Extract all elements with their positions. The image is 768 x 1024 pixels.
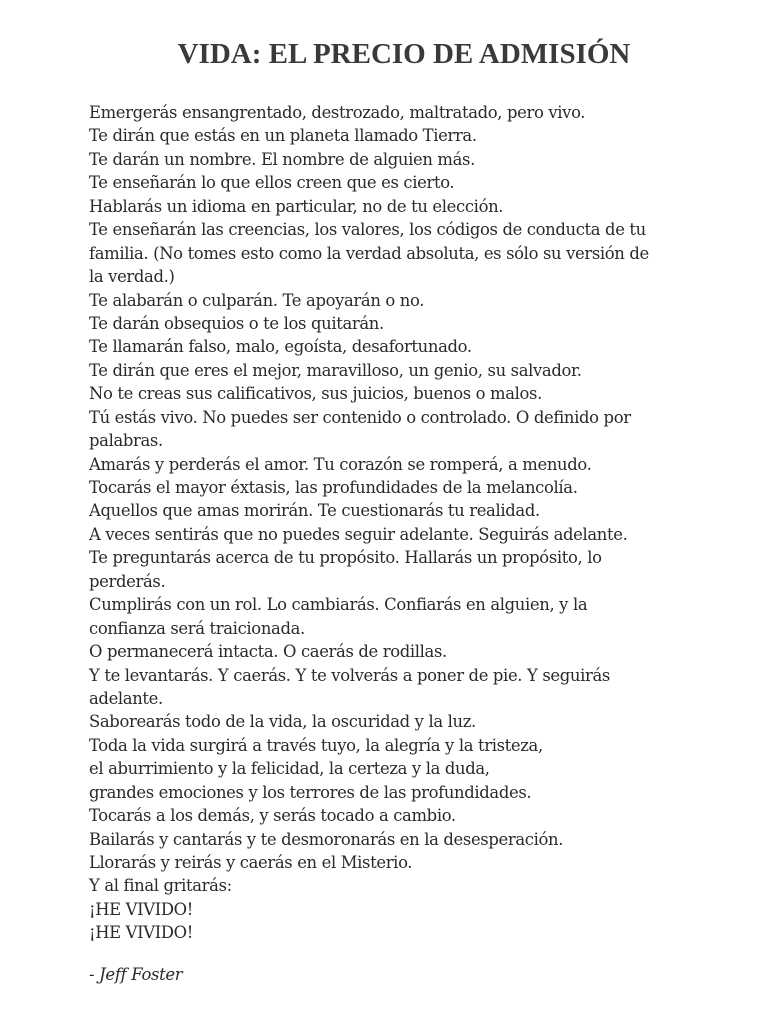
poem-line: Amarás y perderás el amor. Tu corazón se romperá, a menudo. [89,454,592,474]
poem-line: O permanecerá intacta. O caerás de rodillas. [89,642,447,662]
poem-line: familia. (No tomes esto como la verdad absoluta, es sólo su versión de [89,243,649,263]
poem-line: Hablarás un idioma en particular, no de tu elección. [89,196,504,216]
poem-line: Aquellos que amas morirán. Te cuestionarás tu realidad. [89,501,540,521]
poem-line: ¡HE VIVIDO! [89,923,193,943]
poem-line: adelante. [89,688,163,708]
poem-line: Te enseñarán las creencias, los valores, los códigos de conducta de tu [89,220,646,240]
poem-line: grandes emociones y los terrores de las profundidades. [89,782,532,802]
poem-line: Y al final gritarás: [89,876,232,896]
poem-line: Llorarás y reirás y caerás en el Misterio. [89,853,413,872]
author-signature: - Jeff Foster [89,965,183,984]
page-title: VIDA: EL PRECIO DE ADMISIÓN [177,38,631,70]
poem-line: Te dirán que eres el mejor, maravilloso, un genio, su salvador. [89,360,582,380]
poem-line: Tú estás vivo. No puedes ser contenido o controlado. O definido por [89,407,631,427]
poem-line: palabras. [89,431,163,451]
poem-line: Emergerás ensangrentado, destrozado, maltratado, pero vivo. [89,103,586,122]
poem-line: Te dirán que estás en un planeta llamado Tierra. [89,126,477,146]
poem-line: confianza será traicionada. [89,618,305,638]
poem-line: Cumplirás con un rol. Lo cambiarás. Confiarás en alguien, y la [89,595,588,615]
poem-line: Y te levantarás. Y caerás. Y te volverás a poner de pie. Y seguirás [89,665,610,685]
poem-line: perderás. [89,571,166,591]
poem-line: Te llamarán falso, malo, egoísta, desafortunado. [89,337,472,357]
poem-line: Toda la vida surgirá a través tuyo, la alegría y la tristeza, [89,735,543,755]
poem-line: Bailarás y cantarás y te desmoronarás en la desesperación. [89,829,564,849]
poem-line: Te preguntarás acerca de tu propósito. Hallarás un propósito, lo [89,548,602,568]
poem-body [89,101,729,945]
poem-line: Tocarás el mayor éxtasis, las profundidades de la melancolía. [89,478,578,497]
poem-line: No te creas sus calificativos, sus juicios, buenos o malos. [89,384,542,404]
poem-line: Te alabarán o culparán. Te apoyarán o no. [89,290,425,310]
poem-line: Saborearás todo de la vida, la oscuridad y la luz. [89,712,476,732]
poem-line: el aburrimiento y la felicidad, la certeza y la duda, [89,759,490,779]
poem-line: Te enseñarán lo que ellos creen que es cierto. [89,173,455,193]
poem-line: Te darán un nombre. El nombre de alguien más. [89,149,475,169]
poem-line: Te darán obsequios o te los quitarán. [89,313,384,333]
poem-line: ¡HE VIVIDO! [89,899,193,919]
poem-line: Tocarás a los demás, y serás tocado a cambio. [89,806,456,826]
poem-line: A veces sentirás que no puedes seguir adelante. Seguirás adelante. [89,524,628,544]
poem-line: la verdad.) [89,267,175,287]
